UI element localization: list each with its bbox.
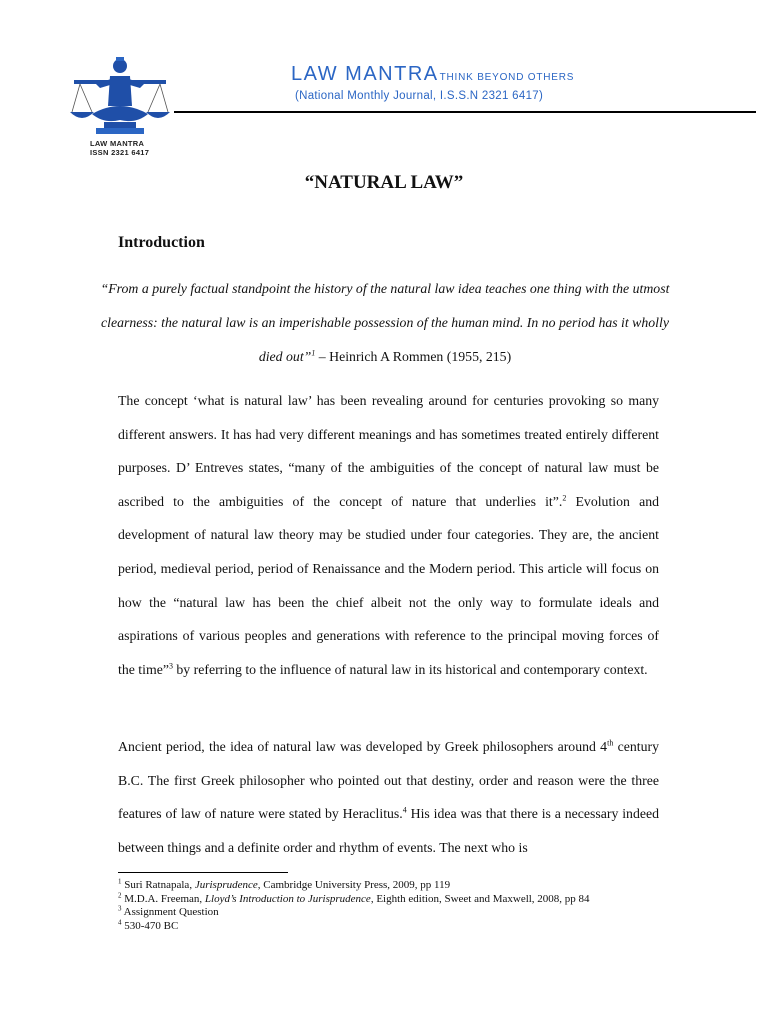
footnote-number: 3 — [118, 904, 122, 913]
footnote-ref: 3 — [168, 661, 173, 671]
logo-caption-issn: ISSN 2321 6417 — [90, 148, 150, 157]
journal-subtitle: (National Monthly Journal, I.S.S.N 2321 6417) — [295, 90, 544, 102]
journal-masthead — [291, 63, 574, 86]
journal-tagline: THINK BEYOND OTHERS — [439, 72, 575, 83]
footnote-text: Assignment Question — [121, 906, 219, 918]
footnote-ref: 4 — [402, 805, 407, 815]
header-divider — [174, 111, 756, 113]
body-paragraph — [118, 730, 659, 864]
footnote-separator — [118, 872, 288, 873]
footnote-ref: 1 — [311, 348, 316, 358]
footnote — [118, 890, 678, 907]
paragraph-text: by referring to the influence of natural law in its historical and contemporary context. — [172, 661, 648, 677]
footnote — [118, 917, 678, 934]
epigraph-quote: “From a purely factual standpoint the history of the natural law idea teaches one thing with the utmost clearness: the natural law is an imperishable possession of the human mind. In no period has it wholly died out” — [100, 281, 670, 364]
paragraph-text: century B.C. The first Greek philosopher who pointed out that destiny, order and reason were the three features of law of nature were stated by Heraclitus. — [118, 739, 659, 822]
ordinal-suffix: th — [607, 738, 614, 748]
footnote-ref: 2 — [562, 493, 567, 503]
footnote-number: 1 — [118, 877, 122, 886]
epigraph-attribution: – Heinrich A Rommen (1955, 215) — [315, 349, 512, 364]
footnote — [118, 906, 678, 920]
footnotes — [118, 879, 678, 933]
document-title: “NATURAL LAW” — [304, 172, 464, 193]
epigraph — [100, 272, 670, 374]
footnote-number: 4 — [118, 917, 122, 926]
footnote-text: , Eighth edition, Sweet and Maxwell, 2008, pp 84 — [370, 892, 590, 905]
body-paragraph — [118, 384, 659, 686]
footnote-text: 530-470 BC — [121, 919, 179, 932]
footnote — [118, 879, 678, 893]
paragraph-text: Ancient period, the idea of natural law was developed by Greek philosophers around 4 — [118, 739, 608, 754]
section-heading: Introduction — [118, 234, 205, 251]
footnote-text: , Cambridge University Press, 2009, pp 119 — [257, 879, 451, 891]
footnote-title: Jurisprudence — [194, 879, 258, 891]
paragraph-text: His idea was that there is a necessary indeed between things and a definite order and rhythm of events. The next who is — [118, 806, 659, 855]
paragraph-text: Evolution and development of natural law theory may be studied under four categories. They are, the ancient period, medieval period, period of Renaissance and the Modern period. This article will focus on how the “natural law has been the chief albeit not the only way to formulate ideals and aspirations of various peoples and generations with reference to the principal moving forces of the time” — [118, 493, 659, 677]
footnote-number: 2 — [118, 890, 122, 899]
footnote-title: Lloyd’s Introduction to Jurisprudence — [204, 892, 371, 905]
footnote-text: M.D.A. Freeman, — [121, 892, 205, 905]
logo-caption — [90, 139, 170, 157]
paragraph-text: The concept ‘what is natural law’ has been revealing around for centuries provoking so many different answers. It has had very different meanings and has sometimes treated entirely different purposes. D’ Entreves states, “many of the ambiguities of the concept of natural law must be ascribed to the ambiguities of the concept of nature that underlies it”. — [118, 393, 659, 509]
journal-name: LAW MANTRA — [291, 63, 439, 85]
logo-caption-name: LAW MANTRA — [90, 139, 145, 148]
footnote-text: Suri Ratnapala, — [121, 879, 195, 891]
